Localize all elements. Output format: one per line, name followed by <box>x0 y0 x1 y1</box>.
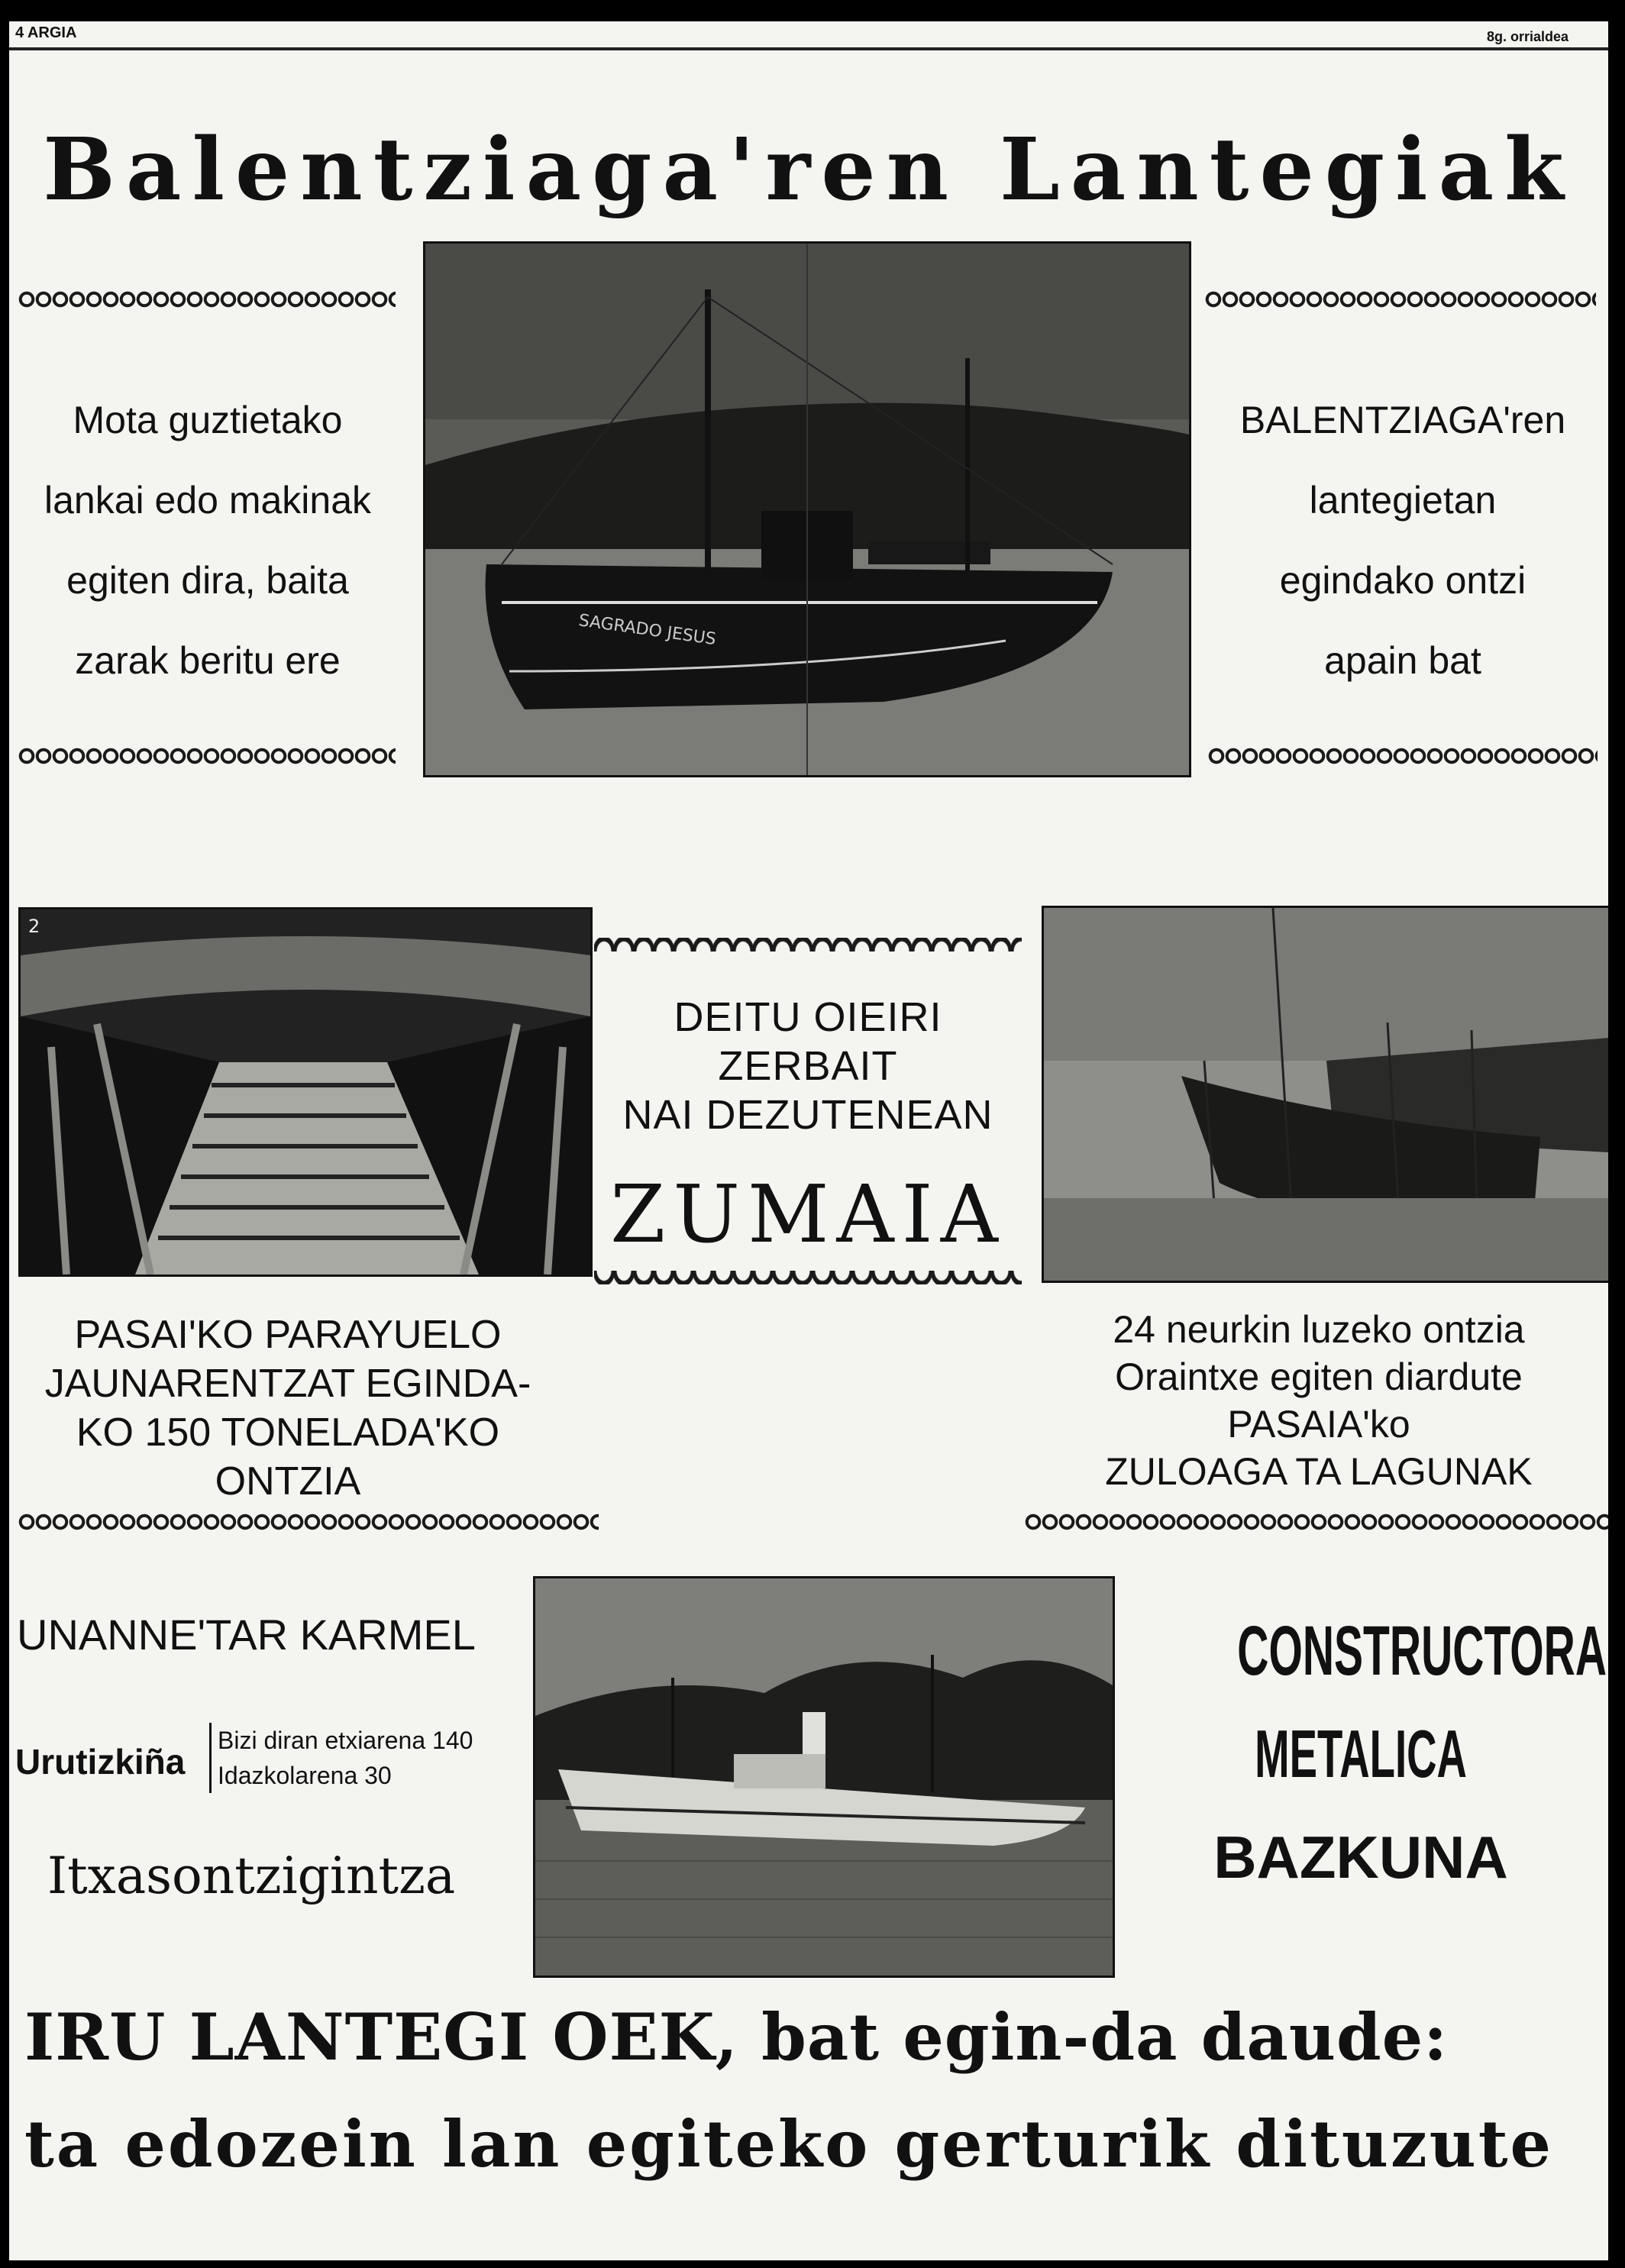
left-ad-line: lankai edo makinak <box>44 479 372 522</box>
ornament-border <box>1025 1509 1608 1535</box>
center-ad-line: ZERBAIT <box>718 1043 898 1089</box>
wave-border <box>594 1271 1022 1284</box>
left-ad-line: zarak beritu ere <box>75 639 341 682</box>
left-ad-text <box>9 380 406 701</box>
phone-entry: Bizi diran etxiarena 140 <box>218 1727 473 1754</box>
newspaper-page <box>9 21 1608 2260</box>
right-caption-line: 24 neurkin luzeko ontzia <box>1113 1308 1525 1351</box>
phone-entry: Idazkolarena 30 <box>218 1762 392 1789</box>
phone-list <box>209 1723 473 1793</box>
center-ad-line: NAI DEZUTENEAN <box>622 1092 993 1138</box>
left-caption <box>9 1310 567 1506</box>
photo-trawler-bay <box>533 1576 1115 1978</box>
left-ad-line: egiten dira, baita <box>66 559 349 602</box>
ornament-border <box>18 286 396 312</box>
left-caption-line: PASAI'KO PARAYUELO <box>74 1313 502 1357</box>
lower-left-name: UNANNE'TAR KARMEL <box>17 1611 476 1659</box>
ornament-border <box>18 1509 599 1535</box>
page-title: Balentziaga'ren Lantegiak <box>43 120 1575 220</box>
left-caption-line: JAUNARENTZAT EGINDA- <box>44 1362 531 1406</box>
right-ad-line: apain bat <box>1324 639 1481 682</box>
right-caption <box>1025 1306 1608 1495</box>
hull-name: SAGRADO JESUS <box>577 611 718 650</box>
footer-line-1: IRU LANTEGI OEK, bat egin-da daude: <box>24 1999 1449 2075</box>
ornament-border <box>18 743 396 769</box>
header-rule <box>9 47 1608 50</box>
header-right-tag: 8g. orrialdea <box>1487 29 1569 44</box>
photo-hull-construction <box>1042 906 1608 1283</box>
company-line: BAZKUNA <box>1213 1824 1508 1891</box>
wave-border <box>594 938 1022 951</box>
center-ad-line: DEITU OIEIRI <box>674 994 942 1040</box>
right-ad-line: egindako ontzi <box>1279 559 1526 602</box>
left-caption-line: KO 150 TONELADA'KO <box>76 1410 500 1455</box>
photo-number: 2 <box>28 916 40 937</box>
right-ad-line: lantegietan <box>1309 479 1497 522</box>
center-town: ZUMAIA <box>610 1168 1006 1261</box>
photo-hull-interior <box>18 907 593 1277</box>
lower-right-text <box>1124 1598 1607 1911</box>
center-ad-text <box>594 993 1022 1139</box>
header-left-tag: 4 ARGIA <box>15 24 77 41</box>
phone-label: Urutizkiña <box>15 1742 186 1782</box>
right-ad-text <box>1200 380 1605 701</box>
trade-label: Itxasontzigintza <box>47 1846 456 1905</box>
photo-trawler <box>423 241 1191 777</box>
right-caption-line: PASAIA'ko <box>1227 1403 1410 1446</box>
ornament-border <box>1208 743 1598 769</box>
left-caption-line: ONTZIA <box>215 1459 361 1504</box>
right-ad-line: BALENTZIAGA'ren <box>1239 399 1566 441</box>
ornament-border <box>1205 286 1596 312</box>
left-ad-line: Mota guztietako <box>73 399 343 441</box>
company-line: CONSTRUCTORA <box>1237 1612 1607 1690</box>
right-caption-line: Oraintxe egiten diardute <box>1115 1355 1523 1398</box>
footer-line-2: ta edozein lan egiteko gerturik dituzute <box>24 2106 1553 2182</box>
right-caption-line: ZULOAGA TA LAGUNAK <box>1105 1450 1533 1493</box>
company-line: METALICA <box>1255 1716 1467 1791</box>
